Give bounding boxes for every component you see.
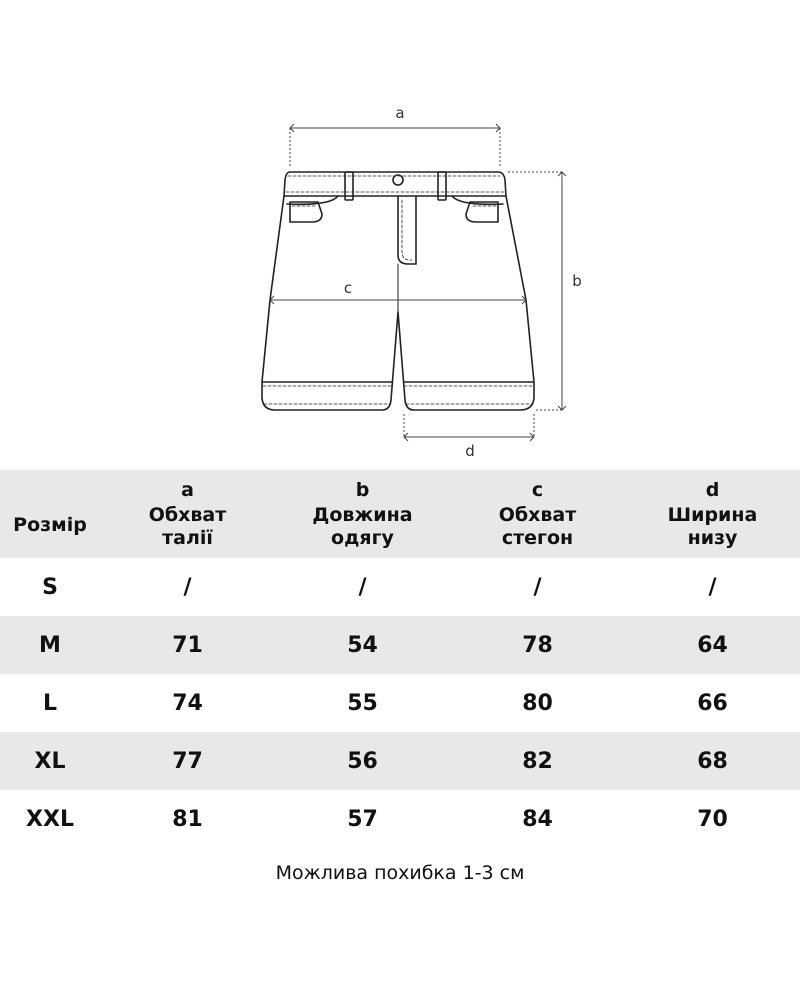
cell-length: 56	[347, 748, 378, 774]
cell-length: 54	[347, 632, 378, 658]
cell-hips: 78	[522, 632, 553, 658]
row-size: L	[42, 690, 58, 716]
row-size: XXL	[26, 806, 74, 832]
cell-hem: /	[708, 574, 717, 600]
dimension-b-label: b	[572, 272, 582, 290]
header-waist: a Обхват талії	[148, 478, 227, 549]
table-header-row	[0, 470, 800, 558]
button-detail	[393, 175, 403, 185]
cell-hem: 66	[697, 690, 728, 716]
table-row	[0, 558, 800, 616]
header-size: Розмір	[13, 513, 87, 536]
tolerance-note: Можлива похибка 1-3 см	[275, 862, 525, 884]
cell-waist: 71	[172, 632, 203, 658]
dimension-c-label: c	[343, 279, 353, 297]
cell-waist: /	[183, 574, 192, 600]
cell-waist: 81	[172, 806, 203, 832]
cell-hips: 82	[522, 748, 553, 774]
cell-hips: /	[533, 574, 542, 600]
cell-hem: 64	[697, 632, 728, 658]
table-row	[0, 790, 800, 848]
cell-waist: 77	[172, 748, 203, 774]
size-chart-table	[0, 470, 800, 848]
dimension-a-label: a	[395, 104, 405, 122]
left-pocket	[287, 196, 338, 204]
cell-hem: 70	[697, 806, 728, 832]
cell-hips: 80	[522, 690, 553, 716]
cell-length: /	[358, 574, 367, 600]
shorts-measurement-diagram	[0, 0, 800, 470]
cell-hips: 84	[522, 806, 553, 832]
row-size: S	[42, 574, 58, 600]
cell-length: 55	[347, 690, 378, 716]
header-hips: c Обхват стегон	[498, 478, 577, 549]
table-row	[0, 732, 800, 790]
row-size: M	[39, 632, 61, 658]
cell-length: 57	[347, 806, 378, 832]
fly-detail	[398, 196, 416, 264]
table-row	[0, 674, 800, 732]
cell-hem: 68	[697, 748, 728, 774]
right-pocket	[452, 196, 503, 204]
header-hem: d Ширина низу	[667, 478, 758, 549]
header-length: b Довжина одягу	[312, 478, 413, 549]
dimension-d-label: d	[465, 442, 475, 460]
cell-waist: 74	[172, 690, 203, 716]
table-row	[0, 616, 800, 674]
row-size: XL	[34, 748, 66, 774]
